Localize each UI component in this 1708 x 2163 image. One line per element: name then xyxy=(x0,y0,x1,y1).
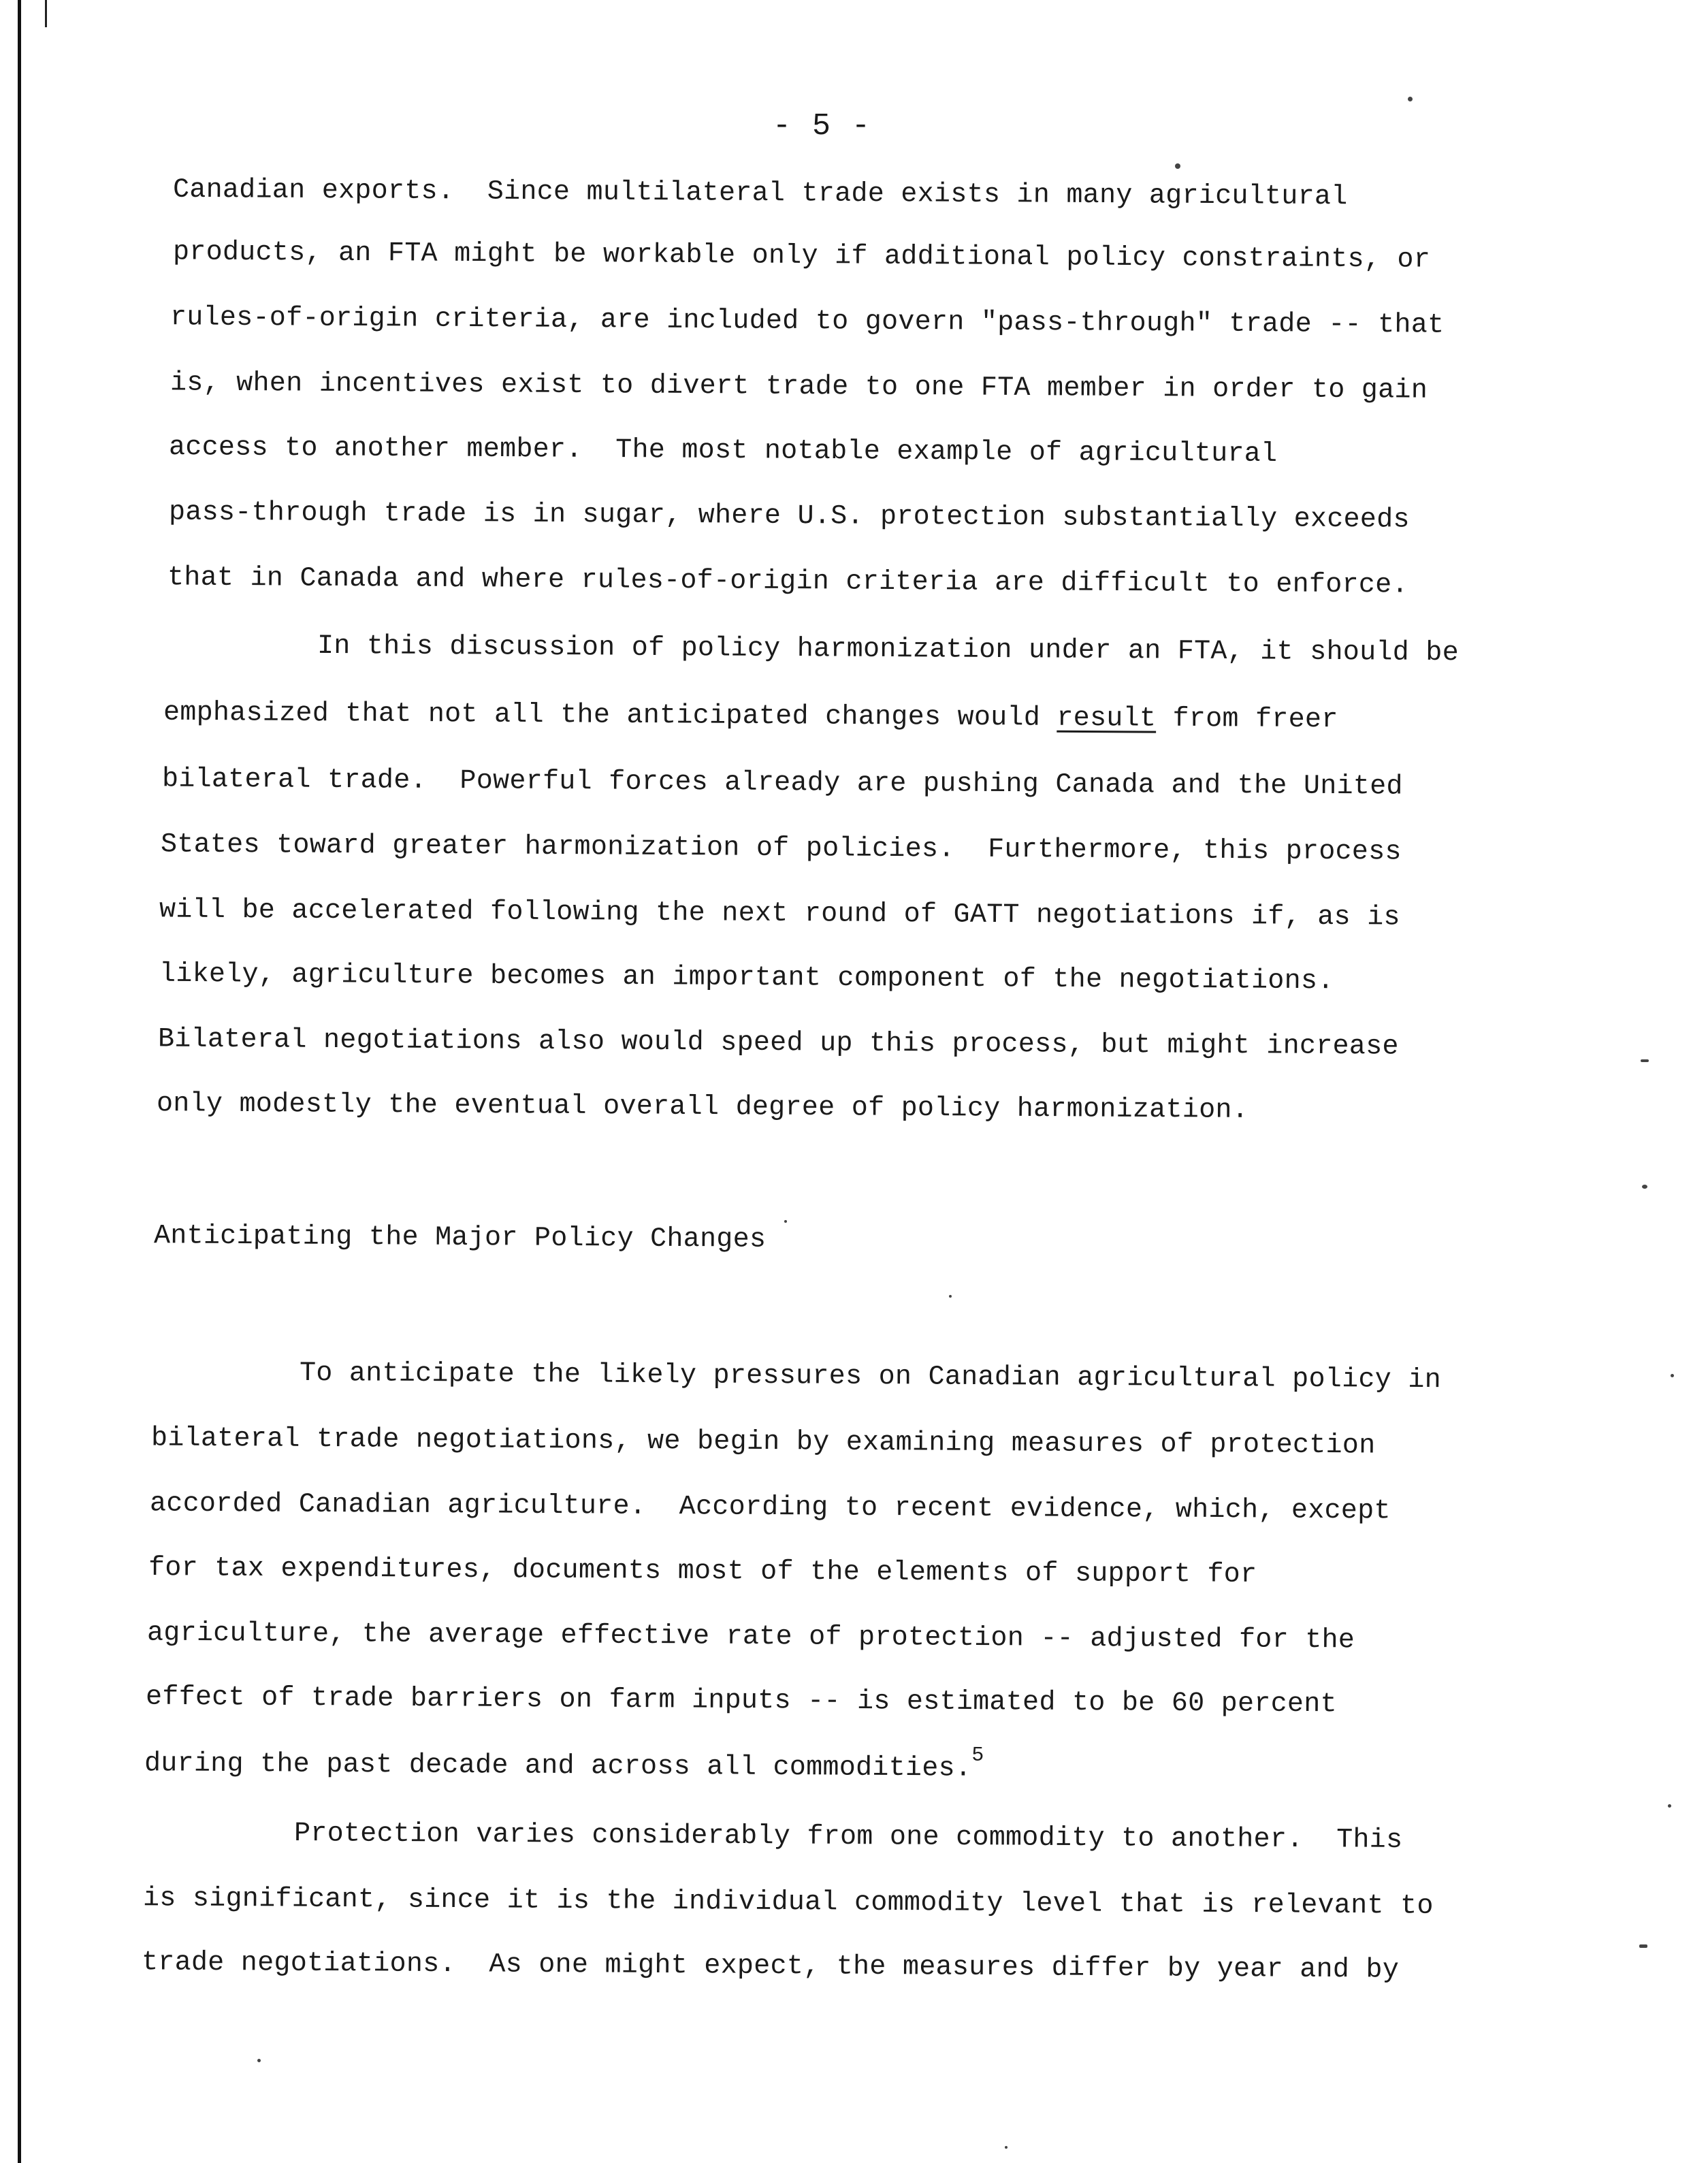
scan-speck xyxy=(1408,97,1413,101)
text-line: Bilateral negotiations also would speed up this process, but might increase xyxy=(157,1024,1399,1063)
text-line: will be accelerated following the next round of GATT negotiations if, as is xyxy=(159,895,1400,933)
text-line: Protection varies considerably from one commodity to another. This xyxy=(293,1818,1403,1856)
text-line: only modestly the eventual overall degree of policy harmonization. xyxy=(156,1089,1249,1126)
text-line: trade negotiations. As one might expect, the measures differ by year and by xyxy=(141,1947,1400,1986)
text-line: effect of trade barriers on farm inputs -- is estimated to be 60 percent xyxy=(145,1682,1338,1720)
text-line: To anticipate the likely pressures on Canadian agricultural policy in xyxy=(299,1358,1442,1396)
scan-edge-tick xyxy=(45,0,47,27)
text-line: is, when incentives exist to divert trade to one FTA member in order to gain xyxy=(170,368,1428,406)
scan-speck xyxy=(784,1220,787,1223)
text-line: pass-through trade is in sugar, where U.S. protection substantially exceeds xyxy=(168,497,1410,536)
scan-speck xyxy=(257,2059,261,2062)
text-line: access to another member. The most notable example of agricultural xyxy=(168,432,1278,470)
text-segment: during the past decade and across all commodities. xyxy=(144,1748,972,1784)
text-line: States toward greater harmonization of policies. Furthermore, this process xyxy=(160,829,1402,868)
text-line: for tax expenditures, documents most of the elements of support for xyxy=(148,1553,1257,1590)
scan-speck xyxy=(1175,163,1180,169)
scan-speck xyxy=(1639,1944,1647,1948)
scan-speck xyxy=(1668,1804,1671,1808)
text-segment: emphasized that not all the anticipated changes would xyxy=(163,697,1057,734)
scan-speck xyxy=(1671,1374,1674,1377)
text-line: products, an FTA might be workable only if additional policy constraints, or xyxy=(172,237,1431,276)
text-line: rules-of-origin criteria, are included to govern "pass-through" trade -- that xyxy=(170,302,1445,341)
text-line-with-footnote xyxy=(144,1744,984,1784)
text-line: is significant, since it is the individual commodity level that is relevant to xyxy=(142,1883,1434,1922)
underlined-word: result xyxy=(1057,703,1157,735)
scan-edge-line xyxy=(18,0,21,2163)
scan-speck xyxy=(1641,1059,1649,1062)
text-line: likely, agriculture becomes an important component of the negotiations. xyxy=(159,959,1334,997)
scan-speck xyxy=(949,1295,952,1298)
text-segment: from freer xyxy=(1156,703,1338,736)
text-line: agriculture, the average effective rate of protection -- adjusted for the xyxy=(146,1618,1355,1656)
text-line: that in Canada and where rules-of-origin criteria are difficult to enforce. xyxy=(167,562,1408,601)
text-line: bilateral trade. Powerful forces already are pushing Canada and the United xyxy=(161,764,1403,803)
scan-speck xyxy=(1642,1185,1647,1189)
scan-speck xyxy=(1005,2146,1008,2149)
footnote-marker: 5 xyxy=(971,1744,984,1767)
section-heading: Anticipating the Major Policy Changes xyxy=(153,1221,767,1255)
text-line: bilateral trade negotiations, we begin by examining measures of protection xyxy=(150,1423,1376,1462)
page-number: - 5 - xyxy=(773,109,872,144)
text-line-with-underline xyxy=(163,698,1338,736)
text-line: accorded Canadian agriculture. According to recent evidence, which, except xyxy=(149,1488,1391,1527)
text-line: In this discussion of policy harmonization under an FTA, it should be xyxy=(317,630,1460,669)
text-line: Canadian exports. Since multilateral trade exists in many agricultural xyxy=(172,174,1348,213)
